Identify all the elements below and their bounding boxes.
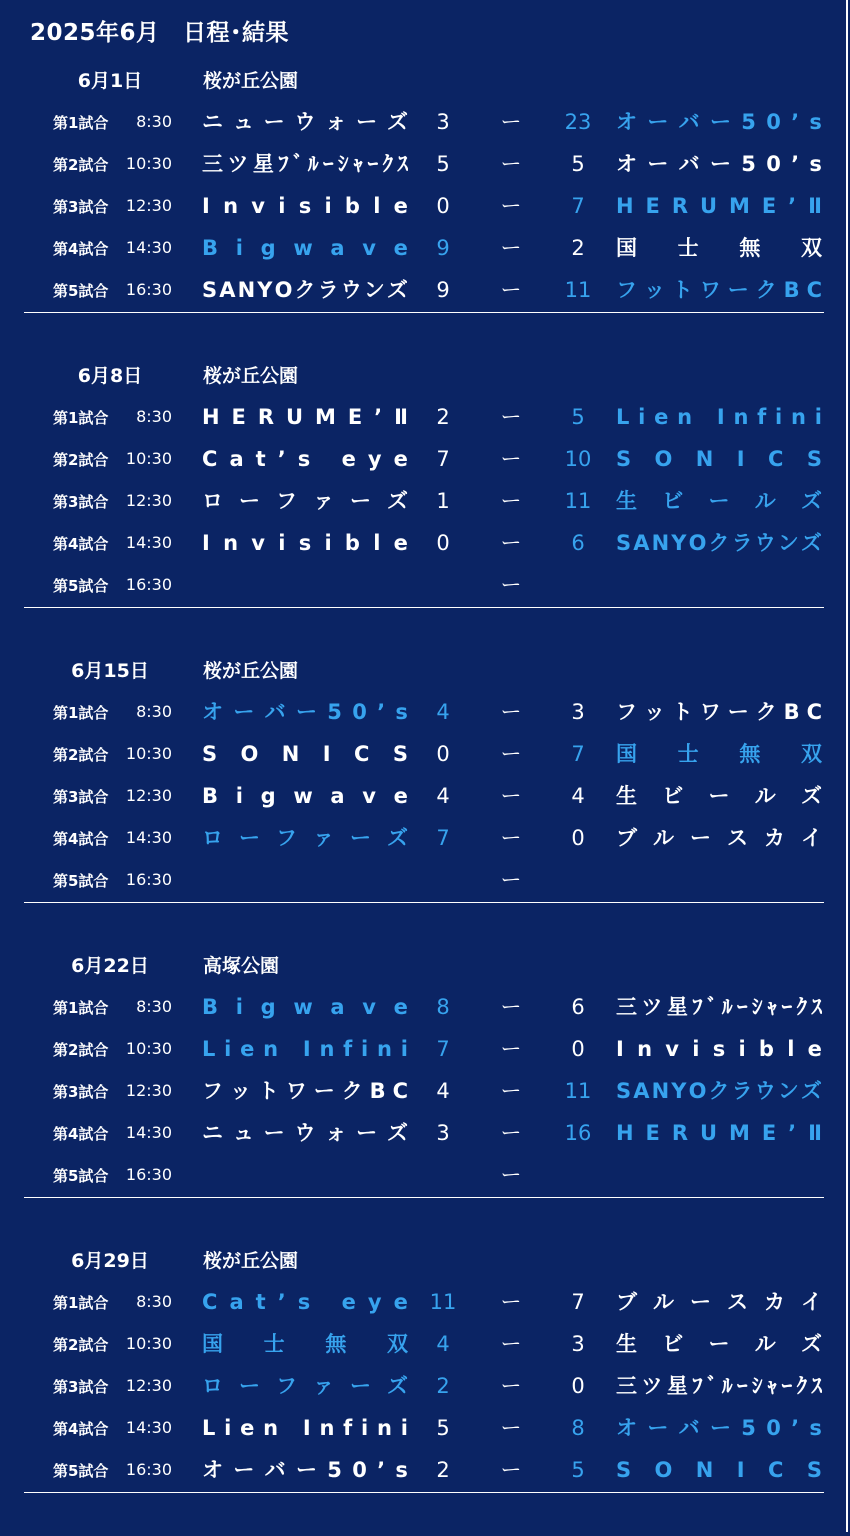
score-dash: ー [500, 573, 522, 597]
score-dash: ー [500, 742, 522, 766]
home-score: 3 [436, 110, 450, 134]
game-number: 第1試合 [53, 1294, 109, 1312]
day-section [0, 648, 850, 900]
home-team: B i g w a v e [202, 236, 408, 260]
home-team: B i g w a v e [202, 784, 408, 808]
home-team: 国 士 無 双 [202, 1332, 408, 1356]
away-score: 11 [564, 278, 592, 302]
day-header [0, 943, 850, 985]
game-number: 第2試合 [53, 451, 109, 469]
day-section [0, 943, 850, 1195]
day-header [0, 648, 850, 690]
home-team [202, 1161, 408, 1189]
away-score: 2 [571, 236, 585, 260]
away-score: 23 [564, 110, 592, 134]
day-date: 6月8日 [77, 365, 143, 387]
game-row [0, 226, 850, 268]
home-score: 9 [436, 236, 450, 260]
game-row [0, 1069, 850, 1111]
away-score: 0 [571, 1037, 585, 1061]
home-team: ニ ュ ー ウ ォ ー ズ [202, 110, 408, 134]
game-time: 12:30 [125, 786, 172, 805]
game-row [0, 1364, 850, 1406]
home-team: C a t ’ s e y e [202, 447, 408, 471]
game-number: 第3試合 [53, 493, 109, 511]
game-number: 第3試合 [53, 198, 109, 216]
game-time: 14:30 [125, 1418, 172, 1437]
game-time: 14:30 [125, 1123, 172, 1142]
away-score: 7 [571, 742, 585, 766]
home-score: 0 [436, 742, 450, 766]
game-time: 16:30 [125, 1165, 172, 1184]
away-score: 8 [571, 1416, 585, 1440]
score-dash: ー [500, 194, 522, 218]
away-team: S O N I C S [616, 1458, 822, 1482]
score-dash: ー [500, 405, 522, 429]
game-time: 10:30 [125, 154, 172, 173]
score-dash: ー [500, 1374, 522, 1398]
away-score: 6 [571, 995, 585, 1019]
home-score: 0 [436, 194, 450, 218]
home-score: 4 [436, 1332, 450, 1356]
away-score [558, 571, 598, 599]
game-row [0, 521, 850, 563]
game-row [0, 1280, 850, 1322]
home-score: 7 [436, 1037, 450, 1061]
game-row [0, 1027, 850, 1069]
away-team: オ ー バ ー 5 0 ’ s [616, 152, 822, 176]
game-number: 第3試合 [53, 1083, 109, 1101]
score-dash: ー [500, 1079, 522, 1103]
game-number: 第4試合 [53, 1420, 109, 1438]
home-team: オ ー バ ー 5 0 ’ s [202, 1458, 408, 1482]
home-team [202, 571, 408, 599]
game-number: 第5試合 [53, 872, 109, 890]
away-score: 4 [571, 784, 585, 808]
away-team: H E R U M E ’ Ⅱ [616, 1121, 822, 1145]
game-number: 第2試合 [53, 746, 109, 764]
day-venue: 桜が丘公園 [203, 365, 299, 387]
away-team [616, 866, 822, 894]
away-team: H E R U M E ’ Ⅱ [616, 194, 822, 218]
game-row [0, 563, 850, 605]
away-team: 三 ツ 星 ﾌ ﾞ ﾙ ｰ ｼ ｬ ｰ ｸ ｽ [616, 995, 822, 1019]
away-team [616, 1161, 822, 1189]
home-team: L i e n I n f i n i [202, 1416, 408, 1440]
score-dash: ー [500, 447, 522, 471]
game-row [0, 1406, 850, 1448]
home-team: I n v i s i b l e [202, 531, 408, 555]
score-dash: ー [500, 995, 522, 1019]
home-team: 三 ツ 星 ﾌ ﾞ ﾙ ｰ ｼ ｬ ｰ ｸ ｽ [202, 152, 408, 176]
game-time: 16:30 [125, 280, 172, 299]
game-number: 第4試合 [53, 830, 109, 848]
away-score [558, 1161, 598, 1189]
away-score: 5 [571, 152, 585, 176]
home-score: 2 [436, 405, 450, 429]
day-header [0, 353, 850, 395]
game-time: 12:30 [125, 491, 172, 510]
away-score: 5 [571, 405, 585, 429]
score-dash: ー [500, 531, 522, 555]
score-dash: ー [500, 1163, 522, 1187]
game-row [0, 816, 850, 858]
day-venue: 桜が丘公園 [203, 70, 299, 92]
game-time: 12:30 [125, 1376, 172, 1395]
home-team: ロ ー フ ァ ー ズ [202, 826, 408, 850]
home-score: 11 [429, 1290, 457, 1314]
home-team: ロ ー フ ァ ー ズ [202, 1374, 408, 1398]
score-dash: ー [500, 1290, 522, 1314]
home-score: 2 [436, 1374, 450, 1398]
game-time: 16:30 [125, 575, 172, 594]
score-dash: ー [500, 1416, 522, 1440]
game-time: 14:30 [125, 533, 172, 552]
game-number: 第1試合 [53, 999, 109, 1017]
away-score: 11 [564, 489, 592, 513]
day-section [0, 353, 850, 605]
home-team: B i g w a v e [202, 995, 408, 1019]
home-score: 5 [436, 152, 450, 176]
day-header [0, 58, 850, 100]
home-score: 8 [436, 995, 450, 1019]
score-dash: ー [500, 1332, 522, 1356]
game-time: 14:30 [125, 238, 172, 257]
away-team: S A N Y O ク ラ ウ ン ズ [616, 1079, 822, 1103]
away-team: フ ッ ト ワ ー ク B C [616, 278, 822, 302]
game-time: 8:30 [136, 1292, 172, 1311]
day-venue: 高塚公園 [203, 955, 280, 977]
home-score: 1 [436, 489, 450, 513]
game-number: 第2試合 [53, 1041, 109, 1059]
away-score: 0 [571, 1374, 585, 1398]
game-row [0, 1322, 850, 1364]
game-time: 8:30 [136, 702, 172, 721]
score-dash: ー [500, 489, 522, 513]
day-venue: 桜が丘公園 [203, 1250, 299, 1272]
home-team: L i e n I n f i n i [202, 1037, 408, 1061]
away-team: S O N I C S [616, 447, 822, 471]
game-row [0, 268, 850, 310]
away-team: 生 ビ ー ル ズ [616, 784, 822, 808]
game-number: 第2試合 [53, 156, 109, 174]
day-venue: 桜が丘公園 [203, 660, 299, 682]
home-score: 9 [436, 278, 450, 302]
score-dash: ー [500, 1121, 522, 1145]
game-time: 12:30 [125, 1081, 172, 1100]
home-score: 2 [436, 1458, 450, 1482]
home-team: I n v i s i b l e [202, 194, 408, 218]
home-team: オ ー バ ー 5 0 ’ s [202, 700, 408, 724]
away-score [558, 866, 598, 894]
home-score: 4 [436, 784, 450, 808]
game-row [0, 142, 850, 184]
score-dash: ー [500, 1458, 522, 1482]
score-dash: ー [500, 826, 522, 850]
away-score: 10 [564, 447, 592, 471]
away-team: 三 ツ 星 ﾌ ﾞ ﾙ ｰ ｼ ｬ ｰ ｸ ｽ [616, 1374, 822, 1398]
game-row [0, 690, 850, 732]
game-time: 8:30 [136, 407, 172, 426]
game-row [0, 732, 850, 774]
game-row [0, 985, 850, 1027]
away-team: 生 ビ ー ル ズ [616, 489, 822, 513]
home-score [423, 1161, 463, 1189]
game-number: 第1試合 [53, 114, 109, 132]
game-row [0, 479, 850, 521]
game-row [0, 1153, 850, 1195]
away-team [616, 571, 822, 599]
away-team: オ ー バ ー 5 0 ’ s [616, 110, 822, 134]
game-number: 第4試合 [53, 240, 109, 258]
score-dash: ー [500, 784, 522, 808]
day-section [0, 58, 850, 310]
game-time: 16:30 [125, 1460, 172, 1479]
game-number: 第5試合 [53, 282, 109, 300]
day-date: 6月22日 [71, 955, 149, 977]
home-team: S A N Y O ク ラ ウ ン ズ [202, 278, 408, 302]
game-time: 10:30 [125, 1039, 172, 1058]
day-date: 6月29日 [71, 1250, 149, 1272]
away-team: ブ ル ー ス カ イ [616, 1290, 822, 1314]
away-score: 5 [571, 1458, 585, 1482]
score-dash: ー [500, 236, 522, 260]
away-team: 生 ビ ー ル ズ [616, 1332, 822, 1356]
page-title: 2025年6月 日程･結果 [30, 20, 290, 46]
game-time: 10:30 [125, 449, 172, 468]
section-divider [24, 312, 824, 313]
game-number: 第3試合 [53, 1378, 109, 1396]
game-row [0, 100, 850, 142]
game-number: 第5試合 [53, 1167, 109, 1185]
score-dash: ー [500, 110, 522, 134]
away-score: 0 [571, 826, 585, 850]
game-number: 第1試合 [53, 409, 109, 427]
home-score: 0 [436, 531, 450, 555]
score-dash: ー [500, 278, 522, 302]
day-date: 6月15日 [71, 660, 149, 682]
home-score: 3 [436, 1121, 450, 1145]
game-number: 第5試合 [53, 577, 109, 595]
home-team: フ ッ ト ワ ー ク B C [202, 1079, 408, 1103]
game-number: 第3試合 [53, 788, 109, 806]
section-divider [24, 1197, 824, 1198]
game-time: 16:30 [125, 870, 172, 889]
home-team: ロ ー フ ァ ー ズ [202, 489, 408, 513]
away-score: 16 [564, 1121, 592, 1145]
game-time: 10:30 [125, 1334, 172, 1353]
away-score: 6 [571, 531, 585, 555]
game-row [0, 437, 850, 479]
game-time: 12:30 [125, 196, 172, 215]
home-score: 4 [436, 700, 450, 724]
game-number: 第4試合 [53, 1125, 109, 1143]
score-dash: ー [500, 868, 522, 892]
away-team: 国 士 無 双 [616, 236, 822, 260]
game-number: 第1試合 [53, 704, 109, 722]
day-section [0, 1238, 850, 1490]
game-row [0, 1448, 850, 1490]
away-team: オ ー バ ー 5 0 ’ s [616, 1416, 822, 1440]
home-score [423, 866, 463, 894]
home-team [202, 866, 408, 894]
score-dash: ー [500, 700, 522, 724]
section-divider [24, 1492, 824, 1493]
section-divider [24, 607, 824, 608]
game-time: 8:30 [136, 112, 172, 131]
home-team: H E R U M E ’ Ⅱ [202, 405, 408, 429]
section-divider [24, 902, 824, 903]
away-team: I n v i s i b l e [616, 1037, 822, 1061]
home-score: 5 [436, 1416, 450, 1440]
home-score: 4 [436, 1079, 450, 1103]
game-row [0, 1111, 850, 1153]
game-time: 14:30 [125, 828, 172, 847]
away-team: ブ ル ー ス カ イ [616, 826, 822, 850]
game-number: 第2試合 [53, 1336, 109, 1354]
away-score: 11 [564, 1079, 592, 1103]
away-score: 7 [571, 1290, 585, 1314]
score-dash: ー [500, 1037, 522, 1061]
day-header [0, 1238, 850, 1280]
away-score: 7 [571, 194, 585, 218]
game-row [0, 395, 850, 437]
home-team: ニ ュ ー ウ ォ ー ズ [202, 1121, 408, 1145]
home-score: 7 [436, 826, 450, 850]
away-score: 3 [571, 700, 585, 724]
game-row [0, 774, 850, 816]
home-team: C a t ’ s e y e [202, 1290, 408, 1314]
away-team: 国 士 無 双 [616, 742, 822, 766]
home-team: S O N I C S [202, 742, 408, 766]
game-row [0, 858, 850, 900]
away-score: 3 [571, 1332, 585, 1356]
away-team: S A N Y O ク ラ ウ ン ズ [616, 531, 822, 555]
day-date: 6月1日 [77, 70, 143, 92]
game-number: 第5試合 [53, 1462, 109, 1480]
game-time: 8:30 [136, 997, 172, 1016]
game-time: 10:30 [125, 744, 172, 763]
score-dash: ー [500, 152, 522, 176]
home-score: 7 [436, 447, 450, 471]
away-team: フ ッ ト ワ ー ク B C [616, 700, 822, 724]
home-score [423, 571, 463, 599]
away-team: L i e n I n f i n i [616, 405, 822, 429]
game-number: 第4試合 [53, 535, 109, 553]
game-row [0, 184, 850, 226]
